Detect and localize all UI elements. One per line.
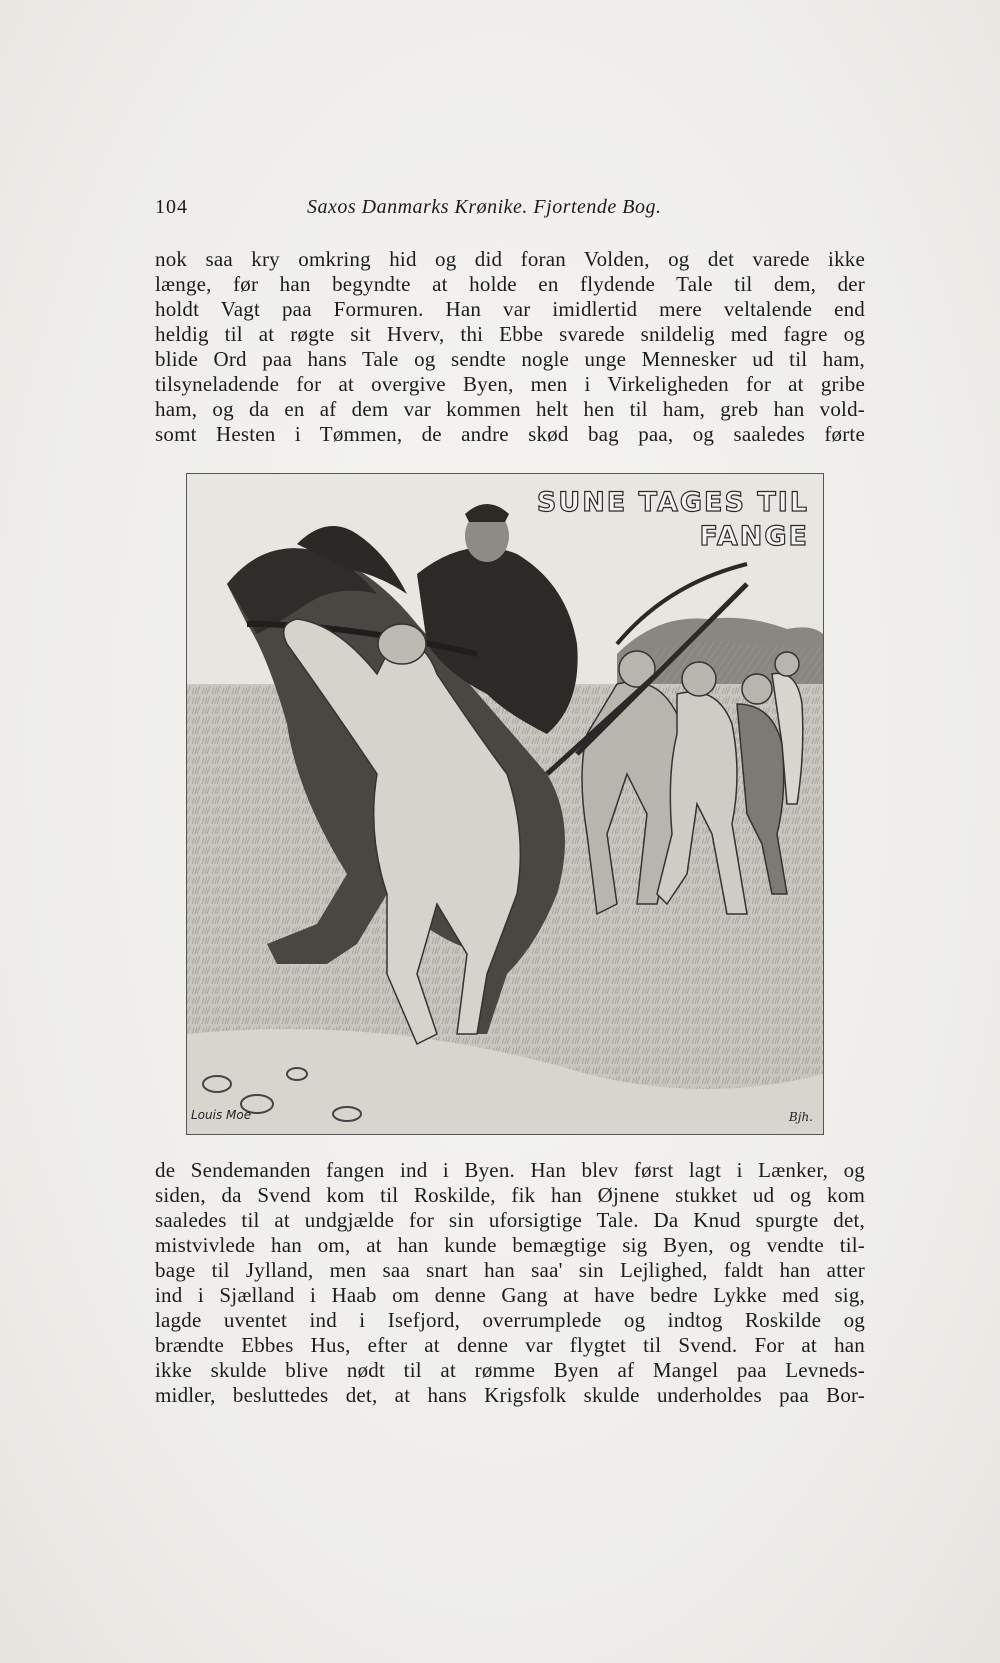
text-line: ham, og da en af dem var kommen helt hen til ham, greb han vold- xyxy=(155,397,865,421)
text-line: tilsyneladende for at overgive Byen, men i Virkeligheden for at gribe xyxy=(155,372,865,396)
engraver-monogram: Bjh. xyxy=(788,1110,813,1124)
text-line: heldig til at røgte sit Hverv, thi Ebbe svarede snildelig med fagre og xyxy=(155,322,865,346)
text-line: nok saa kry omkring hid og did foran Volden, og det varede ikke xyxy=(155,247,865,271)
text-line: længe, før han begyndte at holde en flydende Tale til dem, der xyxy=(155,272,865,296)
illustration-title xyxy=(537,486,809,554)
text-line: de Sendemanden fangen ind i Byen. Han blev først lagt i Lænker, og xyxy=(155,1158,865,1182)
text-line: mistvivlede han om, at han kunde bemægtige sig Byen, og vendte til- xyxy=(155,1233,865,1257)
text-line: saaledes til at undgjælde for sin uforsigtige Tale. Da Knud spurgte det, xyxy=(155,1208,865,1232)
text-line: brændte Ebbes Hus, efter at denne var flygtet til Svend. For at han xyxy=(155,1333,865,1357)
text-line: siden, da Svend kom til Roskilde, fik han Øjnene stukket ud og kom xyxy=(155,1183,865,1207)
text-line: ikke skulde blive nødt til at rømme Byen af Mangel paa Levneds- xyxy=(155,1358,865,1382)
illustration-title-line2: FANGE xyxy=(699,521,809,552)
body-text-top xyxy=(155,247,865,447)
book-title: Saxos Danmarks Krønike. Fjortende Bog. xyxy=(307,196,662,218)
text-line: holdt Vagt paa Formuren. Han var imidlertid mere veltalende end xyxy=(155,297,865,321)
text-line: somt Hesten i Tømmen, de andre skød bag paa, og saaledes førte xyxy=(155,422,865,446)
artist-signature: Louis Moe xyxy=(191,1108,252,1122)
illustration-drawing xyxy=(187,474,823,1134)
text-line: bage til Jylland, men saa snart han saa' sin Lejlighed, faldt han atter xyxy=(155,1258,865,1282)
body-text-bottom xyxy=(155,1158,865,1408)
text-line: blide Ord paa hans Tale og sendte nogle unge Mennesker ud til ham, xyxy=(155,347,865,371)
text-line: midler, besluttedes det, at hans Krigsfolk skulde underholdes paa Bor- xyxy=(155,1383,865,1407)
running-head xyxy=(155,196,865,226)
illustration xyxy=(186,473,824,1135)
page-number: 104 xyxy=(155,196,188,218)
text-line: lagde uventet ind i Isefjord, overrumplede og indtog Roskilde og xyxy=(155,1308,865,1332)
illustration-title-line1: SUNE TAGES TIL xyxy=(536,487,809,518)
text-line: ind i Sjælland i Haab om denne Gang at have bedre Lykke med sig, xyxy=(155,1283,865,1307)
